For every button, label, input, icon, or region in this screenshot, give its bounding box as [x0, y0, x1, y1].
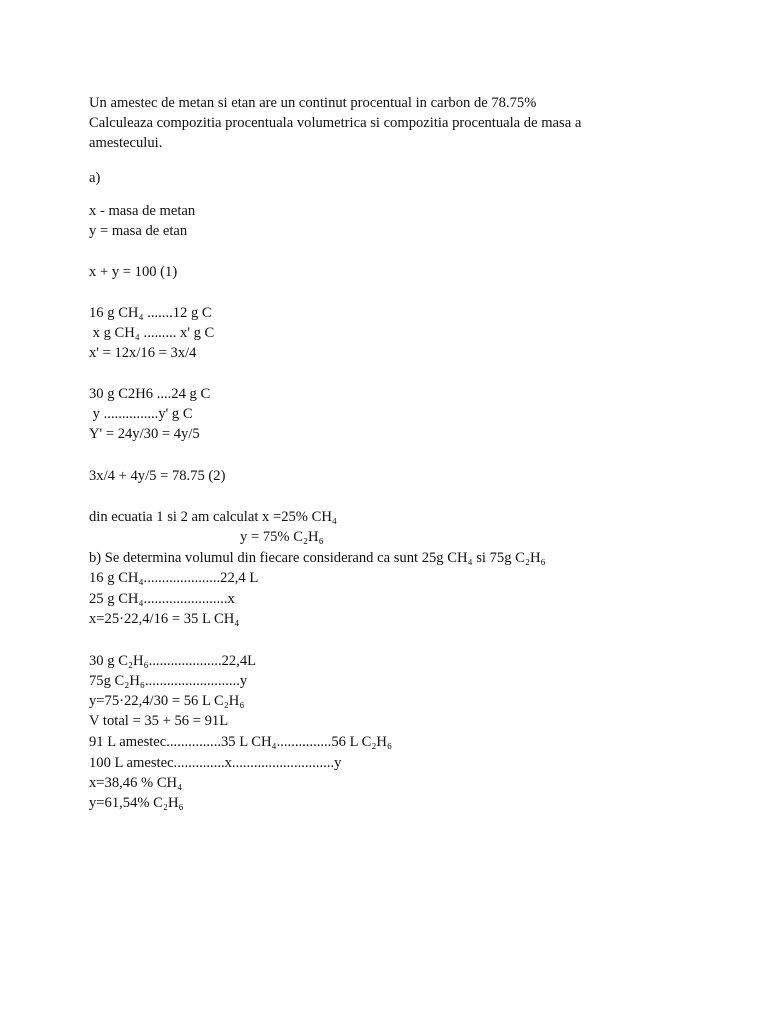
equation-1: x + y = 100 (1): [89, 264, 178, 280]
intro-line-2: Calculeaza compozitia procentuala volumetrica si compozitia procentuala de masa a: [89, 115, 582, 131]
ethane-line-2: y ...............y' g C: [89, 406, 193, 422]
result-x-line: x=38,46 % CH₄: [89, 775, 183, 791]
definition-x: x - masa de metan: [89, 203, 196, 219]
part-b-line-1: b) Se determina volumul din fiecare considerand ca sunt 25g CH₄ si 75g C₂H₆: [89, 550, 546, 566]
methane-line-1: 16 g CH₄ .......12 g C: [89, 305, 212, 321]
intro-line-3: amestecului.: [89, 135, 163, 151]
ethane-volume-line-1: 30 g C₂H₆....................22,4L: [89, 653, 257, 669]
part-b-line-4: x=25·22,4/16 = 35 L CH₄: [89, 611, 240, 627]
result-a-line-1: din ecuatia 1 si 2 am calculat x =25% CH₄: [89, 509, 337, 525]
ethane-line-3: Y' = 24y/30 = 4y/5: [89, 426, 200, 442]
mixture-100-line: 100 L amestec..............x............................y: [89, 755, 342, 771]
part-a-label: a): [89, 170, 101, 186]
mixture-91-line: 91 L amestec...............35 L CH₄...............56 L C₂H₆: [89, 734, 393, 750]
ethane-line-1: 30 g C2H6 ....24 g C: [89, 386, 211, 402]
equation-2: 3x/4 + 4y/5 = 78.75 (2): [89, 468, 226, 484]
methane-line-2: x g CH₄ ......... x' g C: [89, 325, 215, 341]
ethane-volume-line-3: y=75·22,4/30 = 56 L C₂H₆: [89, 693, 245, 709]
definition-y: y = masa de etan: [89, 223, 188, 239]
ethane-volume-line-2: 75g C₂H₆..........................y: [89, 673, 248, 689]
total-volume-line: V total = 35 + 56 = 91L: [89, 713, 229, 729]
result-y-line: y=61,54% C₂H₆: [89, 795, 184, 811]
part-b-line-2: 16 g CH₄.....................22,4 L: [89, 570, 259, 586]
intro-line-1: Un amestec de metan si etan are un continut procentual in carbon de 78.75%: [89, 95, 537, 111]
methane-line-3: x' = 12x/16 = 3x/4: [89, 345, 197, 361]
result-a-line-2: y = 75% C₂H₆: [240, 529, 324, 545]
part-b-line-3: 25 g CH₄.......................x: [89, 591, 235, 607]
